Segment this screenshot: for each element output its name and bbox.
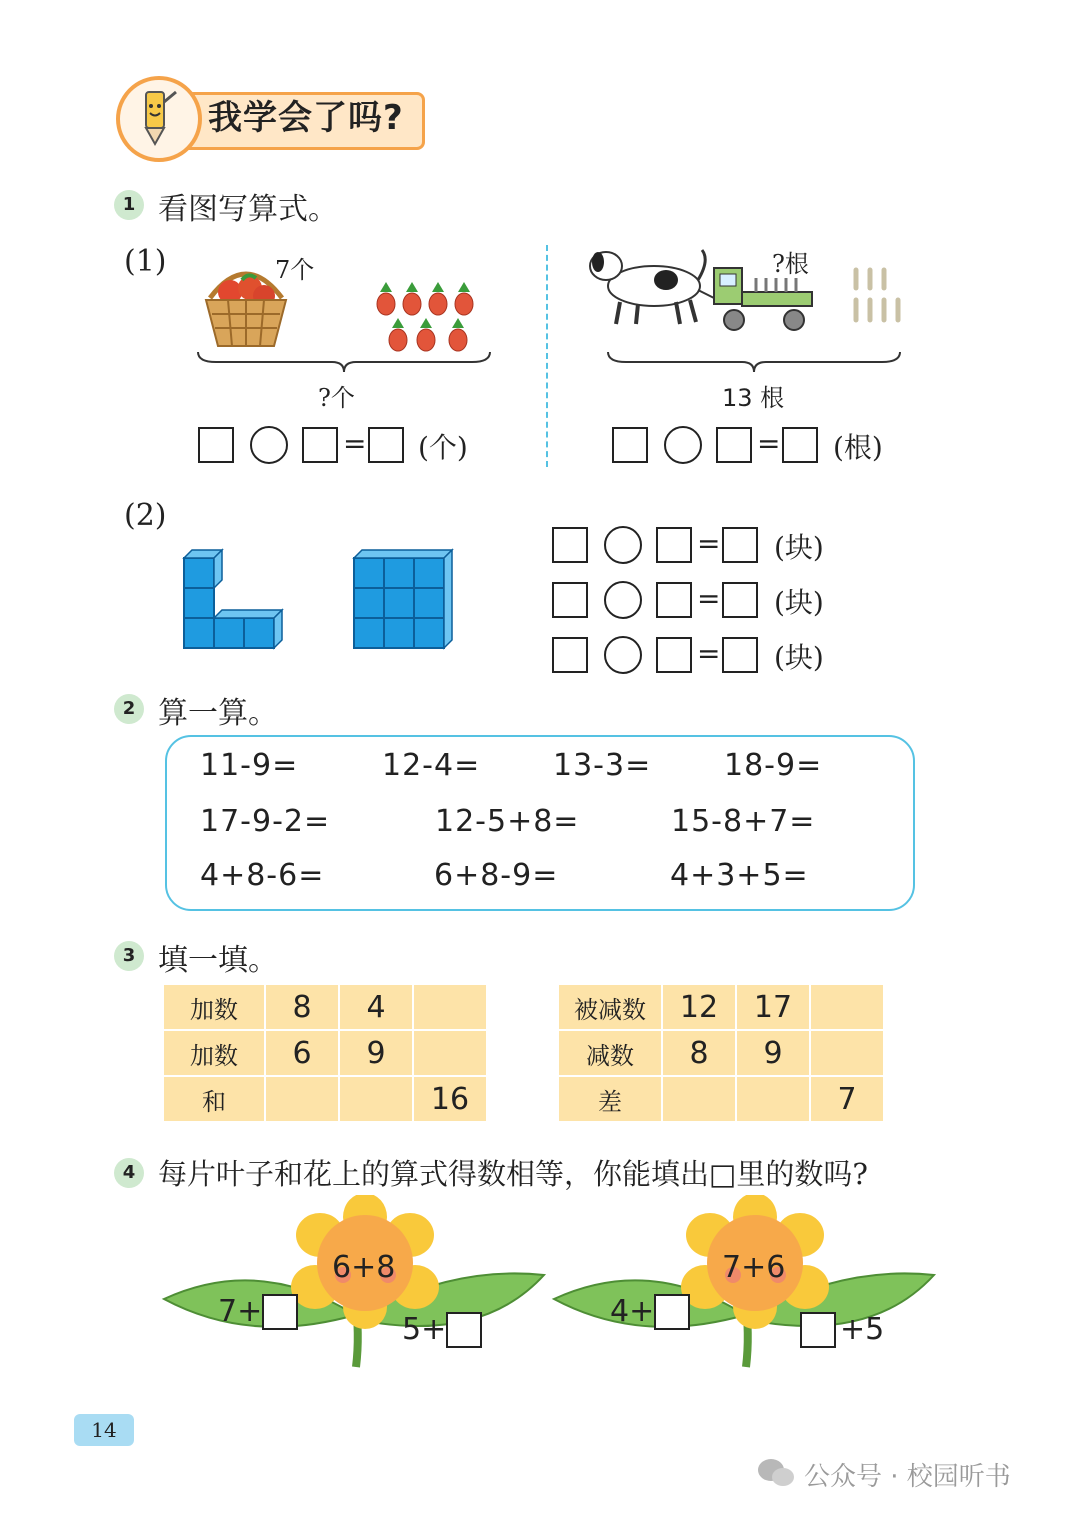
wechat-icon: [756, 1457, 796, 1493]
answer-box[interactable]: [262, 1294, 298, 1330]
answer-box[interactable]: [722, 582, 758, 618]
table-cell: 9: [339, 1030, 413, 1076]
operator-circle[interactable]: [604, 636, 642, 674]
calc-item: 15-8+7=: [671, 804, 816, 839]
answer-cell[interactable]: [736, 1076, 810, 1122]
subtraction-table: [557, 983, 885, 1123]
table-cell: 7: [810, 1076, 884, 1122]
answer-cell[interactable]: [810, 984, 884, 1030]
addition-table: [162, 983, 488, 1123]
calc-item: 4+8-6=: [200, 858, 325, 893]
leaf-expression: +5: [840, 1312, 885, 1347]
calc-item: 17-9-2=: [200, 804, 331, 839]
answer-box[interactable]: [800, 1312, 836, 1348]
answer-box[interactable]: [722, 527, 758, 563]
equals-sign: =: [697, 582, 721, 615]
table-cell: 6: [265, 1030, 339, 1076]
answer-box[interactable]: [716, 427, 752, 463]
brace-left: [196, 350, 492, 378]
table-cell: 被减数: [558, 984, 662, 1030]
operator-circle[interactable]: [604, 581, 642, 619]
operator-circle[interactable]: [604, 526, 642, 564]
table-cell: 9: [736, 1030, 810, 1076]
sunflower-leaves-image: [160, 1195, 550, 1379]
answer-box[interactable]: [552, 637, 588, 673]
sunflower-leaves-image: [550, 1195, 940, 1379]
answer-box[interactable]: [368, 427, 404, 463]
question-4-text: 每片叶子和花上的算式得数相等，你能填出□里的数吗?: [158, 1157, 868, 1191]
question-3-text: 填一填。: [158, 943, 278, 978]
answer-box[interactable]: [656, 527, 692, 563]
l-shape-cubes-image: [182, 548, 288, 658]
page-number: 14: [74, 1414, 134, 1446]
leaf-expression: 7+: [218, 1294, 263, 1329]
answer-box[interactable]: [552, 582, 588, 618]
leaf-expression: 4+: [610, 1294, 655, 1329]
answer-box[interactable]: [722, 637, 758, 673]
part-2-label: (2): [124, 498, 167, 533]
table-cell: 加数: [163, 1030, 265, 1076]
question-number-2: 2: [114, 694, 144, 724]
unit-label: (个): [418, 431, 468, 464]
answer-cell[interactable]: [265, 1076, 339, 1122]
answer-cell[interactable]: [413, 1030, 487, 1076]
page-title: 我学会了吗?: [208, 98, 404, 138]
unit-label: (块): [774, 586, 824, 619]
table-cell: 12: [662, 984, 736, 1030]
apples-count-label: 7个: [275, 256, 315, 284]
part-1-label: (1): [124, 244, 167, 279]
unit-label: (根): [833, 431, 883, 464]
table-cell: 16: [413, 1076, 487, 1122]
answer-box[interactable]: [782, 427, 818, 463]
table-cell: 8: [662, 1030, 736, 1076]
table-cell: 8: [265, 984, 339, 1030]
equals-sign: =: [757, 427, 781, 460]
unit-label: (块): [774, 641, 824, 674]
unknown-bones-label: ?根: [772, 250, 809, 278]
question-number-4: 4: [114, 1158, 144, 1188]
cube-block-image: [352, 548, 458, 658]
table-cell: 4: [339, 984, 413, 1030]
total-bones-label: 13 根: [722, 384, 785, 412]
answer-box[interactable]: [612, 427, 648, 463]
brace-right: [606, 350, 902, 378]
question-number-3: 3: [114, 941, 144, 971]
operator-circle[interactable]: [250, 426, 288, 464]
question-2-text: 算一算。: [158, 696, 278, 731]
question-number-1: 1: [114, 190, 144, 220]
answer-box[interactable]: [446, 1312, 482, 1348]
table-cell: 17: [736, 984, 810, 1030]
bones-image: [848, 264, 910, 330]
flower-center-expression: 6+8: [332, 1250, 396, 1285]
answer-box[interactable]: [654, 1294, 690, 1330]
radishes-image: [368, 280, 478, 360]
flower-center-expression: 7+6: [722, 1250, 786, 1285]
answer-cell[interactable]: [662, 1076, 736, 1122]
answer-box[interactable]: [198, 427, 234, 463]
calc-item: 11-9=: [200, 748, 299, 783]
answer-cell[interactable]: [413, 984, 487, 1030]
answer-cell[interactable]: [810, 1030, 884, 1076]
leaf-expression: 5+: [402, 1312, 447, 1347]
watermark-text: 公众号 · 校园听书: [804, 1462, 1011, 1492]
answer-cell[interactable]: [339, 1076, 413, 1122]
dashed-divider: [546, 245, 548, 467]
table-cell: 差: [558, 1076, 662, 1122]
table-cell: 减数: [558, 1030, 662, 1076]
calc-item: 12-5+8=: [435, 804, 580, 839]
equals-sign: =: [697, 637, 721, 670]
answer-box[interactable]: [656, 582, 692, 618]
total-apples-label: ?个: [318, 384, 355, 412]
question-1-text: 看图写算式。: [158, 192, 338, 227]
unit-label: (块): [774, 531, 824, 564]
calc-item: 12-4=: [382, 748, 481, 783]
operator-circle[interactable]: [664, 426, 702, 464]
answer-box[interactable]: [552, 527, 588, 563]
calc-item: 13-3=: [553, 748, 652, 783]
table-cell: 加数: [163, 984, 265, 1030]
calc-item: 18-9=: [724, 748, 823, 783]
table-cell: 和: [163, 1076, 265, 1122]
equals-sign: =: [343, 427, 367, 460]
equals-sign: =: [697, 527, 721, 560]
answer-box[interactable]: [302, 427, 338, 463]
calc-item: 6+8-9=: [434, 858, 559, 893]
pencil-mascot-icon: [116, 76, 202, 162]
calc-item: 4+3+5=: [670, 858, 809, 893]
answer-box[interactable]: [656, 637, 692, 673]
